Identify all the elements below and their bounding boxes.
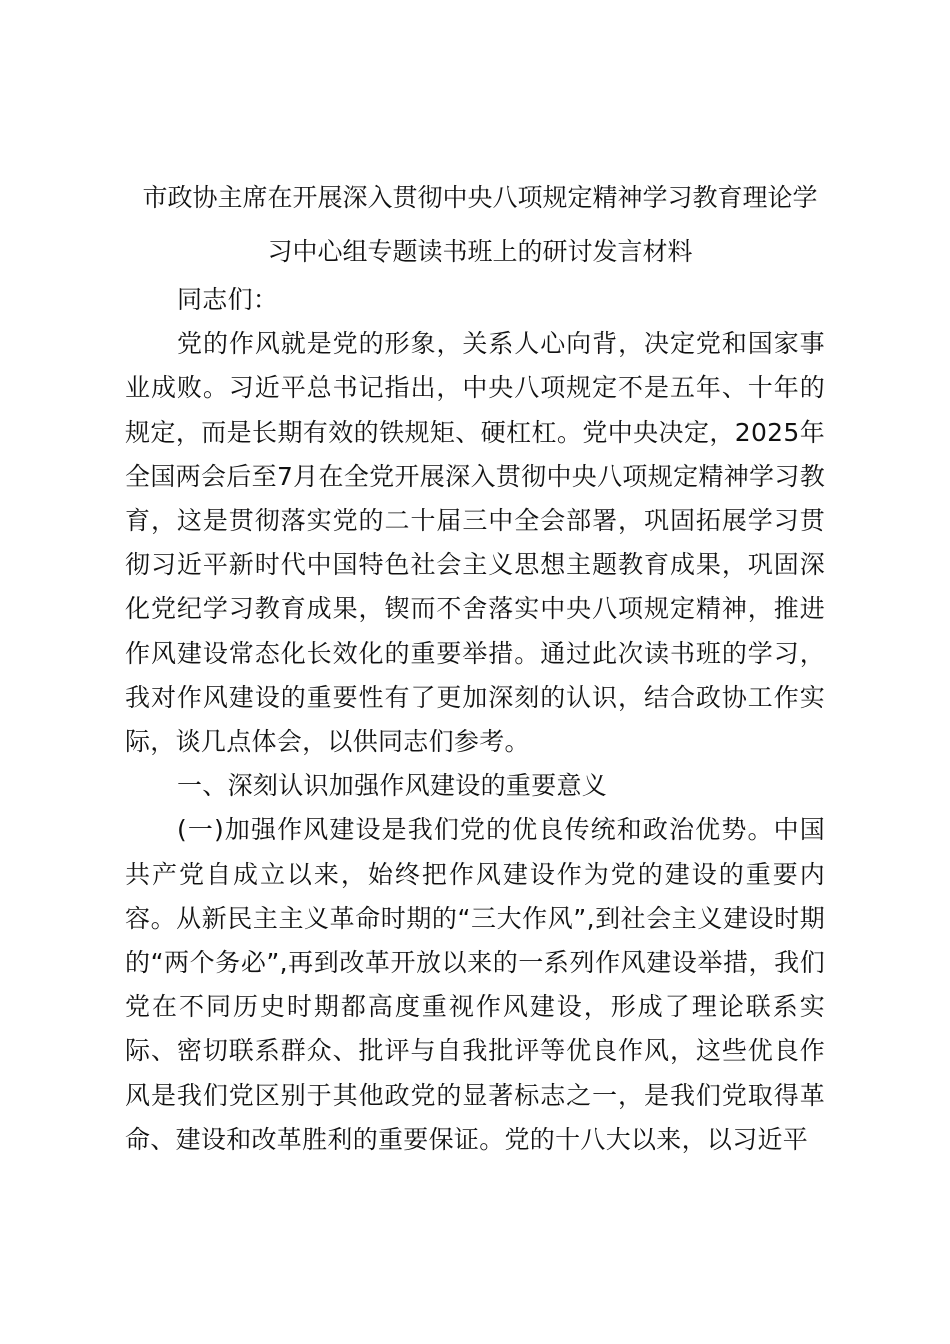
document-body — [125, 278, 825, 1162]
section-heading: 一、深刻认识加强作风建设的重要意义 — [177, 771, 608, 801]
intro-paragraph: 党的作风就是党的形象，关系人心向背，决定党和国家事业成败。习近平总书记指出，中央八项规定不是五年、十年的规定，而是长期有效的铁规矩、硬杠杠。党中央决定，2025年全国两会后至7月在全党开展深入贯彻中央八项规定精神学习教育，这是贯彻落实党的二十届三中全会部署，巩固拓展学习贯彻习近平新时代中国特色社会主义思想主题教育成果，巩固深化党纪学习教育成果，锲而不舍落实中央八项规定精神，推进作风建设常态化长效化的重要举措。通过此次读书班的学习，我对作风建设的重要性有了更加深刻的认识，结合政协工作实际，谈几点体会，以供同志们参考。 — [125, 329, 825, 757]
document-title-line-1: 市政协主席在开展深入贯彻中央八项规定精神学习教育理论学 — [142, 183, 818, 212]
document-title-line-2: 习中心组专题读书班上的研讨发言材料 — [267, 237, 693, 266]
salutation: 同志们： — [177, 285, 279, 314]
section-paragraph: (一)加强作风建设是我们党的优良传统和政治优势。中国共产党自成立以来，始终把作风建设作为党的建设的重要内容。从新民主主义革命时期的“三大作风”,到社会主义建设时期的“两个务必”,再到改革开放以来的一系列作风建设举措，我们党在不同历史时期都高度重视作风建设，形成了理论联系实际、密切联系群众、批评与自我批评等优良作风，这些优良作风是我们党区别于其他政党的显著标志之一，是我们党取得革命、建设和改革胜利的重要保证。党的十八大以来，以习近平 — [125, 815, 825, 1154]
